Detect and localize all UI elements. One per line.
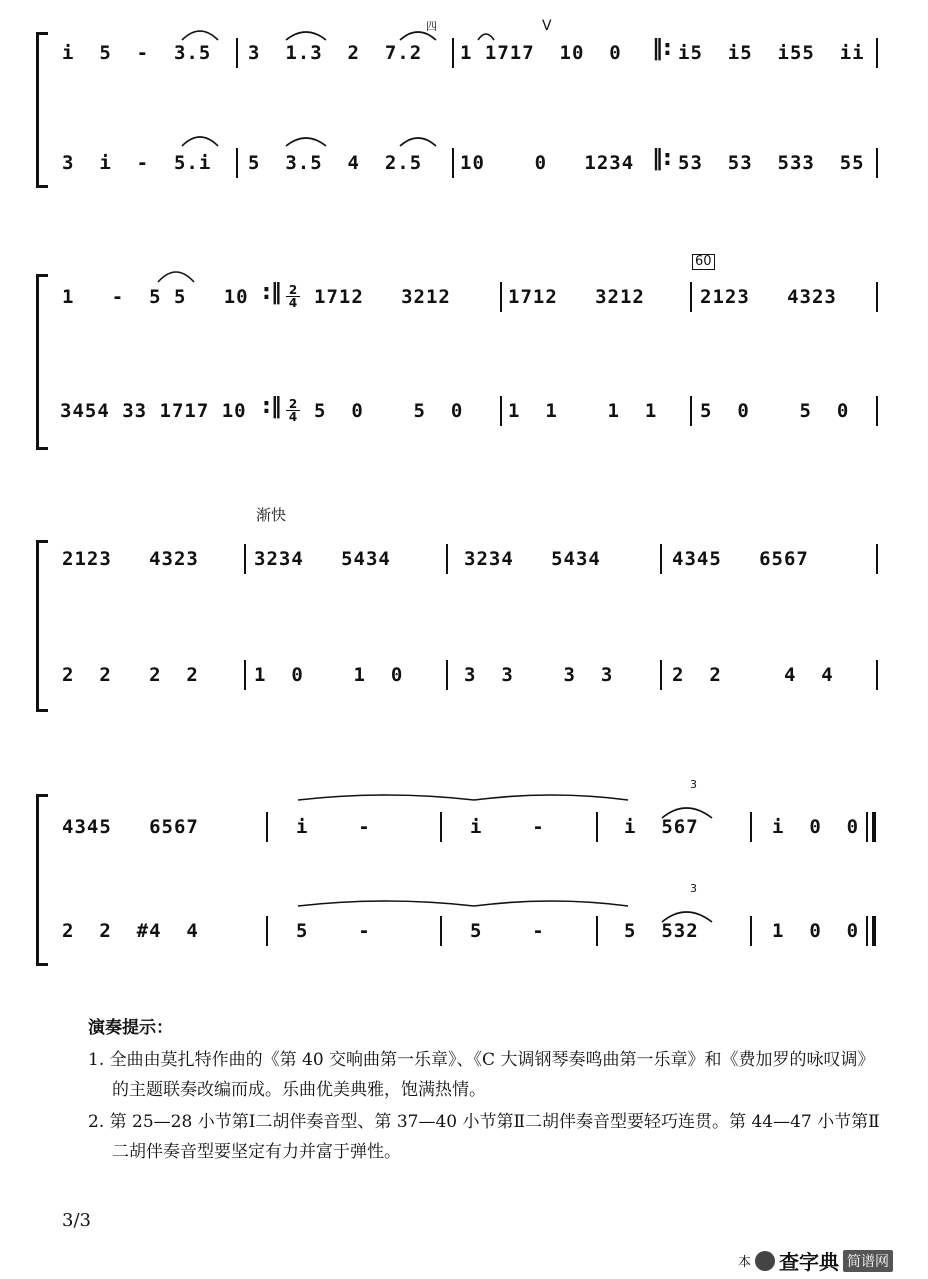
system-brace (36, 32, 48, 188)
lower-measure-2: 5 - (296, 920, 371, 942)
tip-item-1: 1. 全曲由莫扎特作曲的《第 40 交响曲第一乐章》、《C 大调钢琴奏鸣曲第一乐章》和《费加罗的咏叹调》的主题联奏改编而成。乐曲优美典雅，饱满热情。 (88, 1050, 875, 1100)
upper-measure-4: i5 i5 i55 ii (678, 42, 865, 64)
upper-measure-1: 2123 4323 (62, 548, 199, 570)
barline (660, 544, 662, 574)
lower-measure-2: 1 0 1 0 (254, 664, 404, 686)
tips-title: 演奏提示： (88, 1018, 173, 1038)
lower-measure-2: 5 3.5 4 2.5 (248, 152, 423, 174)
lower-measure-4: 53 53 533 55 (678, 152, 865, 174)
upper-measure-2: i - (296, 816, 371, 838)
barline (446, 544, 448, 574)
final-barline (872, 916, 876, 946)
barline (876, 282, 878, 312)
barline (866, 916, 868, 946)
slur (182, 31, 218, 40)
lower-measure-3: 1 1 1 1 (508, 400, 658, 422)
barline (750, 916, 752, 946)
lower-measure-1: 3 i - 5.i (62, 152, 212, 174)
lower-measure-1: 2 2 #4 4 (62, 920, 199, 942)
upper-measure-2: 1712 3212 (314, 286, 451, 308)
final-barline (872, 812, 876, 842)
lower-measure-3: 10 0 1234 (460, 152, 635, 174)
upper-measure-3: 1 1717 10 0 (460, 42, 622, 64)
system-brace (36, 540, 48, 712)
triplet-mark: 3 (690, 882, 697, 895)
page-number: 3/3 (62, 1210, 91, 1231)
barline (876, 544, 878, 574)
upper-measure-1: 4345 6567 (62, 816, 199, 838)
barline (446, 660, 448, 690)
barline (452, 148, 454, 178)
lower-measure-4: 5 532 (624, 920, 699, 942)
barline (452, 38, 454, 68)
bow-up-mark: V (542, 18, 552, 34)
barline (236, 38, 238, 68)
time-signature-denominator: 4 (286, 410, 300, 423)
barline (876, 660, 878, 690)
repeat-end: :‖ (262, 280, 282, 305)
barline (866, 812, 868, 842)
repeat-start: ‖: (652, 146, 672, 171)
performance-tips (88, 1013, 888, 1169)
upper-measure-3: 3234 5434 (464, 548, 601, 570)
barline (266, 916, 268, 946)
barline (690, 396, 692, 426)
upper-measure-3: i - (470, 816, 545, 838)
system-brace (36, 794, 48, 966)
time-signature-denominator: 4 (286, 296, 300, 309)
time-signature (286, 284, 300, 309)
barline (690, 282, 692, 312)
upper-measure-4: 4345 6567 (672, 548, 809, 570)
lower-measure-3: 3 3 3 3 (464, 664, 614, 686)
barline (244, 660, 246, 690)
upper-measure-2: 3234 5434 (254, 548, 391, 570)
upper-measure-1: i 5 - 3.5 (62, 42, 212, 64)
lower-measure-3: 5 - (470, 920, 545, 942)
barline (596, 812, 598, 842)
repeat-end: :‖ (262, 394, 282, 419)
watermark-avatar-icon (755, 1251, 775, 1271)
lower-measure-1: 3454 33 1717 10 (60, 400, 247, 422)
rehearsal-mark: 60 (692, 254, 715, 270)
lower-measure-4: 5 0 5 0 (700, 400, 850, 422)
site-watermark (738, 1246, 893, 1275)
lower-measure-2: 5 0 5 0 (314, 400, 464, 422)
barline (266, 812, 268, 842)
watermark-badge: 简谱网 (843, 1250, 893, 1272)
upper-measure-2: 3 1.3 2 7.2 (248, 42, 423, 64)
tip-item-2: 2. 第 25—28 小节第Ⅰ二胡伴奏音型、第 37—40 小节第Ⅱ二胡伴奏音型要轻巧连贯。第 44—47 小节第Ⅱ二胡伴奏音型要坚定有力并富于弹性。 (88, 1112, 880, 1162)
barline (876, 396, 878, 426)
barline (660, 660, 662, 690)
barline (876, 38, 878, 68)
time-signature-numerator: 2 (288, 397, 298, 411)
barline (750, 812, 752, 842)
lower-measure-1: 2 2 2 2 (62, 664, 199, 686)
watermark-prefix: 本 (738, 1255, 752, 1270)
tempo-mark: 渐快 (256, 506, 287, 524)
upper-measure-5: i 0 0 (772, 816, 860, 838)
time-signature-numerator: 2 (288, 283, 298, 297)
upper-measure-1: 1 - 5 5 10 (62, 286, 249, 308)
triplet-mark: 3 (690, 778, 697, 791)
watermark-brand: 查字典 (779, 1250, 840, 1274)
upper-measure-3: 1712 3212 (508, 286, 645, 308)
barline (876, 148, 878, 178)
upper-measure-4: i 567 (624, 816, 699, 838)
repeat-start: ‖: (652, 36, 672, 61)
fingering-mark: 四 (426, 20, 437, 33)
upper-measure-4: 2123 4323 (700, 286, 837, 308)
lower-measure-4: 2 2 4 4 (672, 664, 834, 686)
lower-measure-5: 1 0 0 (772, 920, 860, 942)
system-brace (36, 274, 48, 450)
barline (236, 148, 238, 178)
barline (596, 916, 598, 946)
barline (244, 544, 246, 574)
barline (500, 396, 502, 426)
time-signature (286, 398, 300, 423)
barline (440, 916, 442, 946)
barline (440, 812, 442, 842)
barline (500, 282, 502, 312)
